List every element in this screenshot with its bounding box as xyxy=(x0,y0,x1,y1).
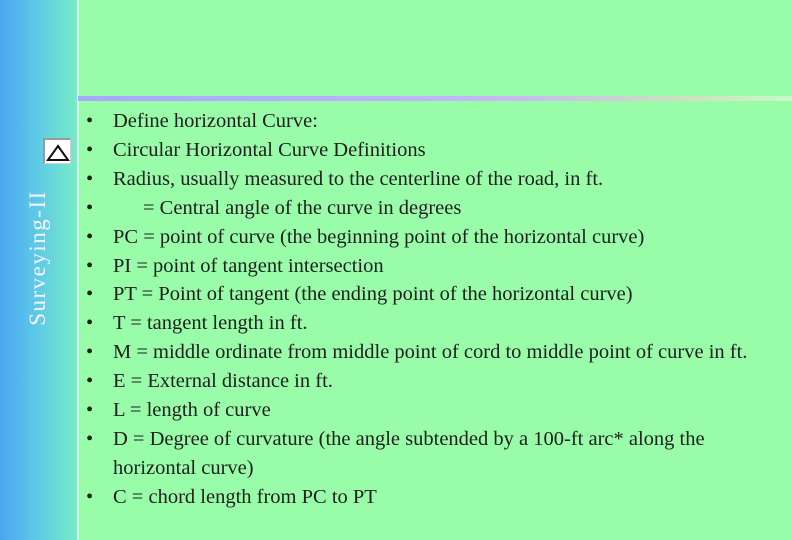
delta-symbol-icon xyxy=(43,138,71,164)
list-item xyxy=(86,165,786,194)
list-item xyxy=(86,223,786,252)
sidebar-divider xyxy=(77,0,79,540)
list-item xyxy=(86,338,786,367)
bullet-text: PC = point of curve (the beginning point of the horizontal curve) xyxy=(113,225,645,248)
bullet-text: C = chord length from PC to PT xyxy=(113,485,377,508)
bullet-text: D = Degree of curvature (the angle subtended by a 100-ft arc* along the horizontal curve) xyxy=(113,427,705,479)
bullet-text: E = External distance in ft. xyxy=(113,370,333,393)
definition-bullet-list xyxy=(86,107,786,512)
bullet-text: Radius, usually measured to the centerline of the road, in ft. xyxy=(113,167,604,190)
delta-triangle-icon xyxy=(45,140,71,164)
list-item xyxy=(86,252,786,281)
bullet-text: L = length of curve xyxy=(113,399,271,422)
title-underline-rule xyxy=(78,96,792,101)
bullet-text: Define horizontal Curve: xyxy=(113,110,318,132)
bullet-text: T = tangent length in ft. xyxy=(113,312,308,335)
list-item xyxy=(86,367,786,396)
vertical-course-title: Surveying-II xyxy=(25,190,50,326)
bullet-text: PI = point of tangent intersection xyxy=(113,254,384,277)
bullet-text: PT = Point of tangent (the ending point of the horizontal curve) xyxy=(113,283,633,306)
list-item xyxy=(86,309,786,338)
list-item xyxy=(86,107,786,136)
list-item xyxy=(86,136,786,165)
list-item xyxy=(86,425,786,483)
list-item xyxy=(86,194,786,223)
list-item xyxy=(86,483,786,512)
list-item xyxy=(86,396,786,425)
bullet-text: Circular Horizontal Curve Definitions xyxy=(113,138,426,161)
bullet-text: = Central angle of the curve in degrees xyxy=(143,196,462,219)
bullet-text: M = middle ordinate from middle point of cord to middle point of curve in ft. xyxy=(113,341,748,364)
list-item xyxy=(86,280,786,309)
